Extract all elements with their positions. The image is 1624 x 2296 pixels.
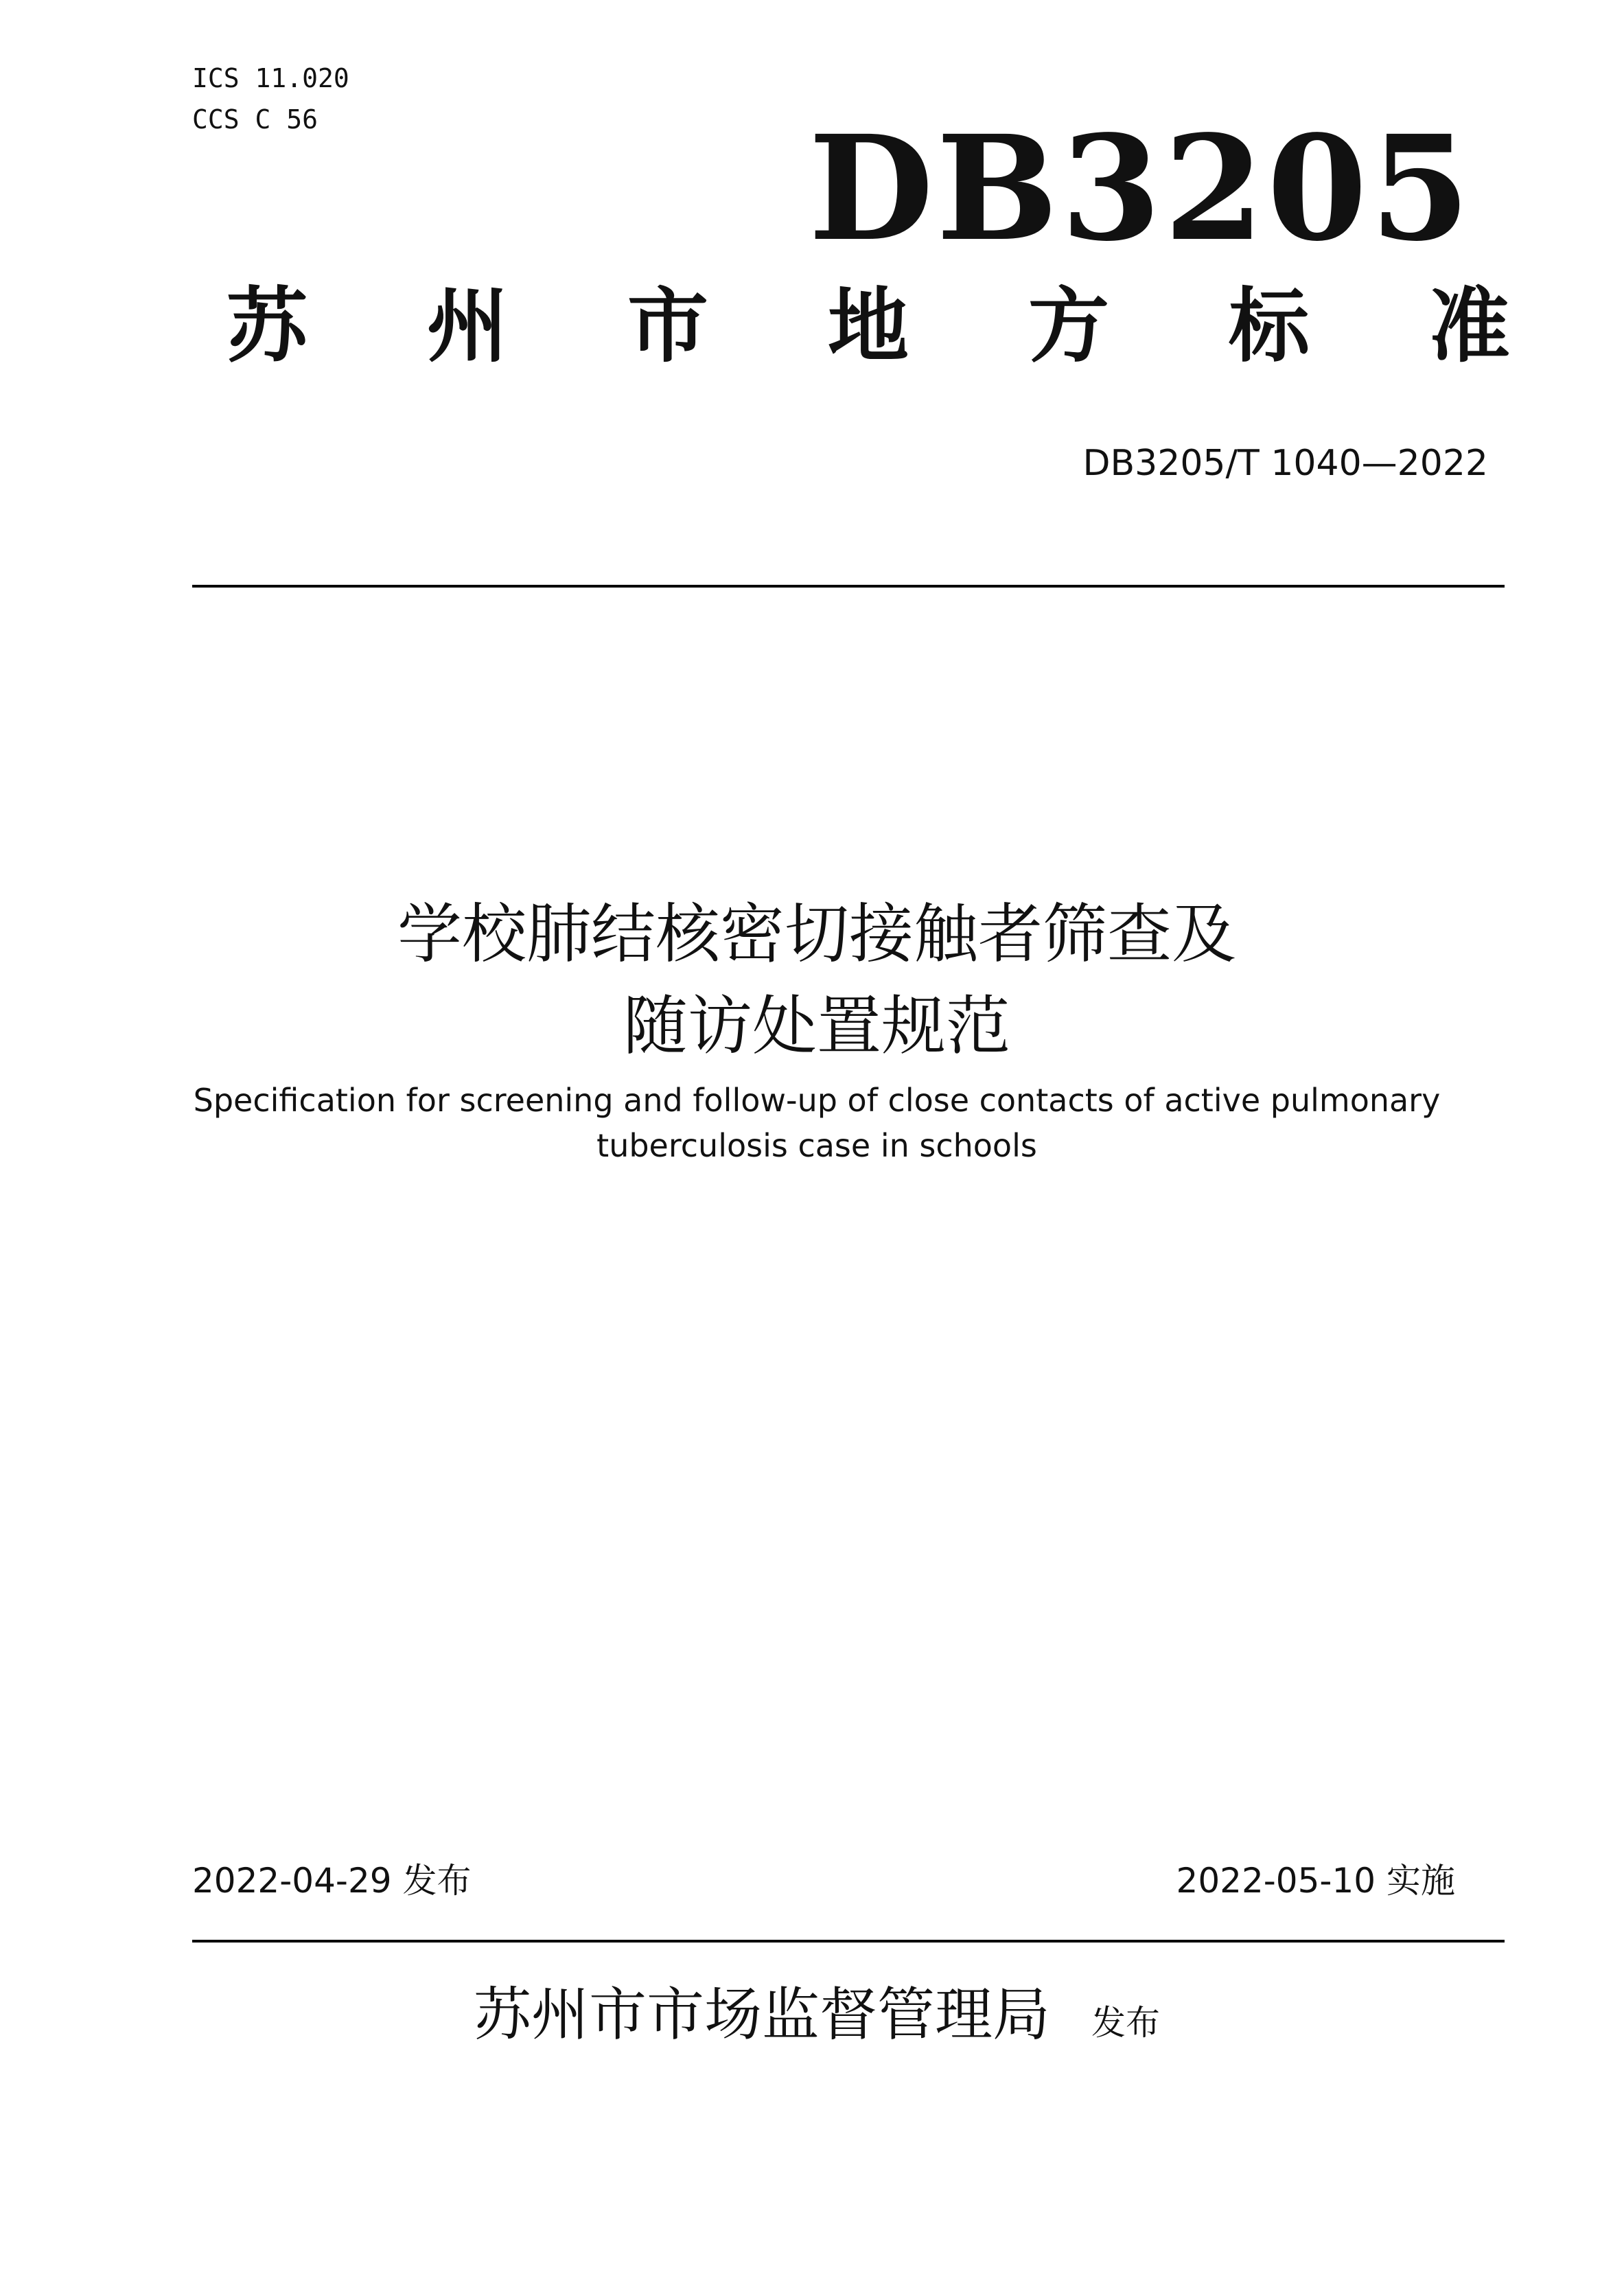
db-code-mark: DB3205 [808, 104, 1473, 273]
publisher-organization: 苏州市市场监督管理局 [473, 1981, 1050, 2048]
title-chinese-line-1: 学校肺结核密切接触者筛查及 [397, 897, 1236, 972]
top-divider [192, 585, 1505, 588]
ics-code: ICS 11.020 [192, 63, 349, 93]
classification-codes [192, 58, 349, 140]
title-english-line-2: tuberculosis case in schools [596, 1127, 1037, 1164]
standard-type-char: 方 [1028, 278, 1109, 373]
standard-type-heading [227, 275, 1510, 378]
bottom-divider [192, 1940, 1505, 1943]
publisher-suffix: 发布 [1091, 2003, 1160, 2043]
implementation-date: 2022-05-10 实施 [1176, 1861, 1455, 1901]
standard-type-char: 地 [827, 278, 909, 373]
standard-type-char: 市 [627, 278, 708, 373]
ccs-code: CCS C 56 [192, 104, 318, 135]
standard-number: DB3205/T 1040—2022 [1082, 443, 1488, 484]
publisher [192, 1977, 1441, 2052]
title-chinese [192, 889, 1441, 1073]
standard-type-char: 苏 [227, 278, 308, 373]
standard-type-char: 准 [1428, 278, 1510, 373]
title-chinese-line-2: 随访处置规范 [623, 989, 1010, 1064]
title-english [192, 1078, 1441, 1168]
title-english-line-1: Specification for screening and follow-up of close contacts of active pulmonary [193, 1082, 1441, 1119]
standard-type-char: 州 [426, 278, 508, 373]
publish-date: 2022-04-29 发布 [192, 1861, 472, 1901]
standard-type-char: 标 [1228, 278, 1310, 373]
